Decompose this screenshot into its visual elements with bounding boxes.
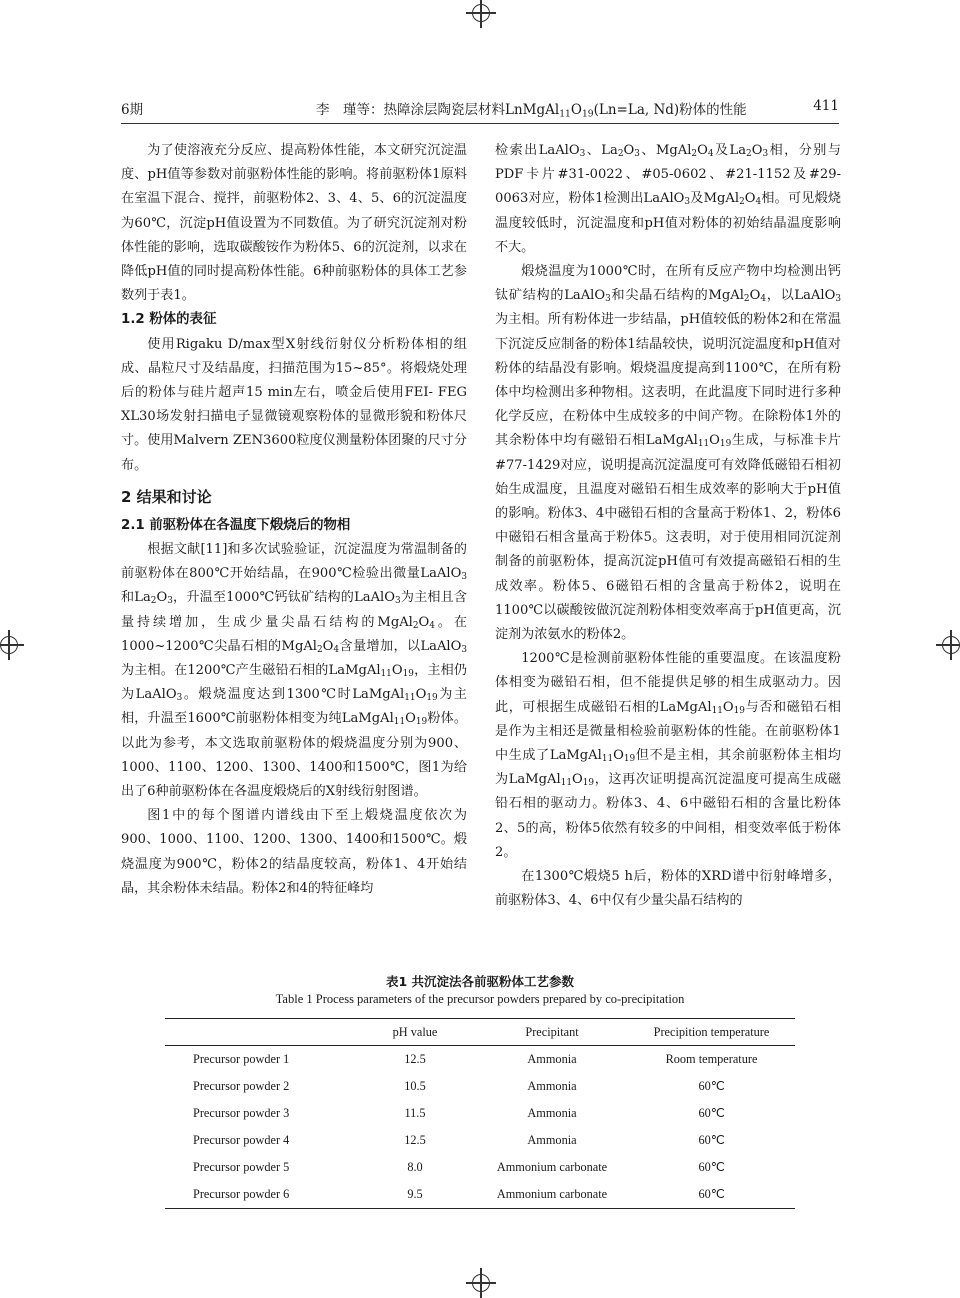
registration-mark-top-icon (466, 0, 496, 28)
table-cell: Ammonium carbonate (476, 1181, 628, 1209)
table-cell: Ammonia (527, 1133, 577, 1147)
column-header: Precipition temperature (628, 1019, 795, 1046)
table-cell: Ammonia (527, 1106, 577, 1120)
table-header-row (165, 1019, 795, 1046)
table-caption-zh: 表1 共沉淀法各前驱粉体工艺参数 (385, 974, 575, 989)
section-heading-2: 2 结果和讨论 (121, 487, 212, 506)
paragraph: 图1中的每个图谱内谱线由下至上煅烧温度依次为900、1000、1100、1200、1300、1400和1500℃。煅烧温度为900℃，粉体2的结晶度较高，粉体1、4开始结晶，其余粉体未结晶。粉体2和4的特征峰均 (121, 808, 467, 896)
process-parameters-table (165, 1018, 795, 1209)
paragraph: 根据文献[11]和多次试验验证，沉淀温度为常温制备的前驱粉体在800℃开始结晶，在900℃检验出微量LaAlO$_3$和$La_2O_3$，升温至1000℃钙钛矿结构的LaAlO$_3$为主相且含量持续增加，生成少量尖晶石结构的$MgAl_2O_4$。在1000~1200℃尖晶石相的$MgAl_2O_4$含量增加，以LaAlO$_3$为主相。在1200℃产生磁铅石相的$LaMgAl_{11}O_{19}$，主相仍为LaAlO$_3$。煅烧温度达到1300℃时$LaMgAl_{11}O_{19}$为主相，升温至1600℃前驱粉体相变为纯$LaMgAl_{11}O_{19}$粉体。以此为参考，本文选取前驱粉体的煅烧温度分别为900、1000、1100、1200、1300、1400和1500℃，图1为给出了6种前驱粉体在各温度煅烧后的X射线衍射图谱。 (121, 542, 468, 800)
column-header: Precipitant (476, 1019, 628, 1046)
paragraph: 在1300℃煅烧5 h后，粉体的XRD谱中衍射峰增多，前驱粉体3、4、6中仅有少量尖晶石结构的 (495, 869, 841, 909)
table-row (165, 1100, 795, 1127)
table-cell: 11.5 (404, 1106, 426, 1120)
table-cell: Precursor powder 1 (193, 1052, 290, 1066)
table-row (165, 1154, 795, 1181)
table-row (165, 1046, 795, 1074)
running-header (121, 98, 839, 118)
section-heading-1-2: 1.2 粉体的表征 (121, 312, 217, 328)
registration-mark-left-icon (0, 630, 24, 660)
column-header: pH value (354, 1019, 476, 1046)
header-rule (121, 123, 839, 124)
table-cell: 10.5 (404, 1079, 426, 1093)
running-title: 李 瑾等：热障涂层陶瓷层材料$LnMgAl_{11}O_{19}(Ln=La$, Nd)粉体的性能 (316, 102, 747, 120)
table-cell: Precursor powder 4 (193, 1133, 290, 1147)
table-cell: 8.0 (407, 1160, 423, 1174)
table-cell: Ammonia (527, 1052, 577, 1066)
table-cell: 60℃ (698, 1106, 725, 1120)
section-heading-2-1: 2.1 前驱粉体在各温度下煅烧后的物相 (121, 517, 351, 533)
table-cell: 60℃ (698, 1079, 725, 1093)
left-column (121, 139, 467, 901)
table-cell: 60℃ (628, 1181, 795, 1209)
paragraph: 1200℃是检测前驱粉体性能的重要温度。在该温度粉体相变为磁铅石相，但不能提供足够的相生成驱动力。因此，可根据生成磁铅石相的$LaMgAl_{11}O_{19}$与否和磁铅石相是作为主相还是微量相检验前驱粉体的性能。在前驱粉体1中生成了$LaMgAl_{11}O_{19}$但不是主相，其余前驱粉体主相均为$LaMgAl_{11}O_{19}$，这再次证明提高沉淀温度可提高生成磁铅石相的驱动力。粉体3、4、6中磁铅石相的含量比粉体2、5的高，粉体5依然有较多的中间相，相变效率低于粉体2。 (495, 651, 841, 860)
table-cell: Ammonia (527, 1079, 577, 1093)
table-cell: 9.5 (354, 1181, 476, 1209)
paragraph: 检索出LaAlO$_3$、$La_2O_3$、$MgAl_2O_4$及$La_2O_3$相，分别与PDF卡片#31-0022、#05-0602、#21-1152及#29-0063对应，粉体1检测出LaAlO$_3$及$MgAl_2O_4$相。可见煅烧温度较低时，沉淀温度和pH值对粉体的初始结晶温度影响不大。 (495, 143, 841, 255)
paragraph: 煅烧温度为1000℃时，在所有反应产物中均检测出钙钛矿结构的LaAlO$_3$和尖晶石结构的$MgAl_2O_4$，以LaAlO$_3$为主相。所有粉体进一步结晶，pH值较低的粉体2和在常温下沉淀反应制备的粉体1结晶较快，说明沉淀温度和pH值对粉体的结晶没有影响。煅烧温度提高到1100℃，在所有粉体中均检测出多种物相。这表明，在此温度下同时进行多种化学反应，在粉体中生成较多的中间产物。在除粉体1外的其余粉体中均有磁铅石相$LaMgAl_{11}O_{19}$生成，与标准卡片#77-1429对应，说明提高沉淀温度可有效降低磁铅石相初始生成温度，且温度对磁铅石相生成效率的影响大于pH值的影响。粉体3、4中磁铅石相的含量高于粉体1、2，粉体6中磁铅石相含量高于粉体5。这表明，对于使用相同沉淀剂制备的前驱粉体，提高沉淀pH值可有效提高磁铅石相的生成效率。粉体5、6磁铅石相的含量高于粉体2，说明在1100℃以碳酸铵做沉淀剂粉体相变效率高于pH值更高，沉淀剂为浓氨水的粉体2。 (495, 264, 841, 643)
table-cell: 12.5 (404, 1133, 426, 1147)
table-caption-en: Table 1 Process parameters of the precursor powders prepared by co-precipitation (275, 992, 685, 1006)
registration-mark-bottom-icon (466, 1268, 496, 1298)
table-cell: Ammonium carbonate (496, 1160, 608, 1174)
table-cell: Precursor powder 6 (165, 1181, 354, 1209)
table-cell: 12.5 (404, 1052, 426, 1066)
page-number: 411 (813, 98, 839, 114)
table-cell: Precursor powder 2 (193, 1079, 290, 1093)
table-cell: 60℃ (698, 1133, 725, 1147)
table-row (165, 1073, 795, 1100)
table-row (165, 1181, 795, 1209)
column-header (165, 1019, 354, 1046)
right-column (495, 139, 841, 914)
table-cell: 60℃ (698, 1160, 725, 1174)
table-cell: Precursor powder 3 (193, 1106, 290, 1120)
issue-number: 6期 (121, 102, 144, 118)
paragraph: 使用Rigaku D/max型X射线衍射仪分析粉体相的组成、晶粒尺寸及结晶度，扫描范围为15~85°。将煅烧处理后的粉体与硅片超声15 min左右，喷金后使用FEI- FEG XL30场发射扫描电子显微镜观察粉体的显微形貌和粉体尺寸。使用Malvern ZEN3600粒度仪测量粉体团聚的尺寸分布。 (121, 336, 467, 473)
table-cell: Precursor powder 5 (193, 1160, 290, 1174)
table-cell: Room temperature (665, 1052, 758, 1066)
registration-mark-right-icon (936, 630, 960, 660)
table-row (165, 1127, 795, 1154)
paragraph: 为了使溶液充分反应、提高粉体性能，本文研究沉淀温度、pH值等参数对前驱粉体性能的影响。将前驱粉体1原料在室温下混合、搅拌，前驱粉体2、3、4、5、6的沉淀温度为60℃，沉淀pH值设置为不同数值。为了研究沉淀剂对粉体性能的影响，选取碳酸铵作为粉体5、6的沉淀剂，以求在降低pH值的同时提高粉体性能。6种前驱粉体的具体工艺参数列于表1。 (121, 143, 467, 304)
